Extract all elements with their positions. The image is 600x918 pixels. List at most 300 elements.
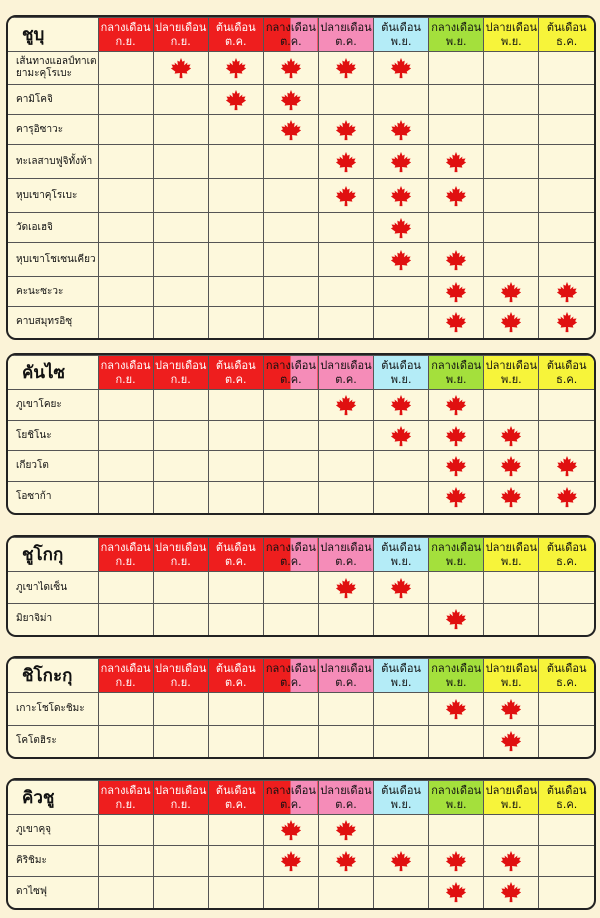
season-cell [429, 213, 484, 243]
foliage-table [8, 17, 594, 338]
maple-leaf-icon [445, 311, 467, 333]
month-abbr-label: ต.ค. [335, 34, 357, 48]
season-cell [98, 572, 153, 604]
season-cell [208, 604, 263, 635]
table-row [8, 390, 594, 421]
month-header [208, 781, 263, 815]
season-cell [429, 846, 484, 877]
season-cell [98, 145, 153, 179]
month-abbr-label: ก.ย. [115, 797, 136, 811]
maple-leaf-icon [556, 311, 578, 333]
season-cell [208, 145, 263, 179]
season-cell [263, 693, 318, 726]
month-abbr-label: ก.ย. [115, 554, 136, 568]
season-cell [318, 572, 373, 604]
month-header [539, 18, 594, 52]
season-cell [429, 85, 484, 115]
season-cell [484, 243, 539, 277]
season-cell [429, 604, 484, 635]
season-cell [98, 179, 153, 213]
month-header [318, 659, 373, 693]
month-abbr-label: ต.ค. [225, 675, 247, 689]
season-cell [539, 277, 594, 307]
season-cell [153, 115, 208, 145]
month-abbr-label: ก.ย. [170, 797, 191, 811]
month-abbr-label: พ.ย. [390, 34, 412, 48]
season-cell [153, 145, 208, 179]
month-period-label: ปลายเดือน [485, 540, 537, 554]
month-header [429, 356, 484, 390]
season-cell [374, 726, 429, 757]
maple-leaf-icon [445, 881, 467, 903]
month-period-label: กลางเดือน [100, 540, 151, 554]
month-header [98, 538, 153, 572]
region-table [6, 778, 596, 910]
month-period-label: ปลายเดือน [320, 783, 372, 797]
season-cell [98, 482, 153, 513]
season-cell [98, 877, 153, 908]
season-cell [484, 52, 539, 85]
month-period-label: ต้นเดือน [215, 783, 256, 797]
maple-leaf-icon [280, 89, 302, 111]
month-period-label: ต้นเดือน [546, 783, 587, 797]
season-cell [484, 482, 539, 513]
season-cell [539, 572, 594, 604]
maple-leaf-icon [500, 850, 522, 872]
month-abbr-label: ก.ย. [115, 675, 136, 689]
season-cell [318, 85, 373, 115]
maple-leaf-icon [445, 698, 467, 720]
maple-leaf-icon [390, 249, 412, 271]
season-cell [153, 52, 208, 85]
maple-leaf-icon [500, 455, 522, 477]
maple-leaf-icon [335, 577, 357, 599]
season-cell [484, 277, 539, 307]
season-cell [208, 85, 263, 115]
season-cell [484, 572, 539, 604]
maple-leaf-icon [500, 281, 522, 303]
maple-leaf-icon [225, 89, 247, 111]
spot-name: ทะเลสาบฟูจิทั้งห้า [8, 145, 98, 179]
season-cell [539, 693, 594, 726]
month-period-label: ปลายเดือน [154, 540, 207, 554]
month-header [318, 781, 373, 815]
season-cell [318, 307, 373, 338]
month-period-label: ปลายเดือน [154, 661, 207, 675]
table-row [8, 877, 594, 908]
maple-leaf-icon [335, 151, 357, 173]
month-abbr-label: ก.ย. [170, 372, 191, 386]
season-cell [429, 482, 484, 513]
season-cell [318, 815, 373, 846]
month-period-label: กลางเดือน [265, 783, 316, 797]
spot-name: วัดเอเฮจิ [8, 213, 98, 243]
month-header-row [8, 356, 594, 390]
season-cell [263, 815, 318, 846]
season-cell [263, 451, 318, 482]
season-cell [153, 421, 208, 451]
maple-leaf-icon [445, 185, 467, 207]
season-cell [484, 145, 539, 179]
maple-leaf-icon [390, 119, 412, 141]
season-cell [484, 85, 539, 115]
season-cell [318, 846, 373, 877]
season-cell [484, 451, 539, 482]
month-period-label: ปลายเดือน [320, 540, 372, 554]
month-period-label: กลางเดือน [265, 540, 316, 554]
month-period-label: ต้นเดือน [546, 358, 587, 372]
month-period-label: ปลายเดือน [320, 358, 372, 372]
maple-leaf-icon [445, 151, 467, 173]
month-abbr-label: ต.ค. [335, 797, 357, 811]
spot-name: คะนะซะวะ [8, 277, 98, 307]
maple-leaf-icon [556, 486, 578, 508]
table-row [8, 572, 594, 604]
month-period-label: ต้นเดือน [215, 661, 256, 675]
spot-name: เส้นทางแอลป์ทาเตยามะคุโรเบะ [8, 52, 98, 85]
season-cell [374, 213, 429, 243]
season-cell [374, 243, 429, 277]
maple-leaf-icon [500, 881, 522, 903]
month-header [429, 781, 484, 815]
maple-leaf-icon [500, 698, 522, 720]
month-header [153, 781, 208, 815]
season-cell [98, 277, 153, 307]
season-cell [263, 846, 318, 877]
season-cell [429, 179, 484, 213]
month-header [374, 659, 429, 693]
maple-leaf-icon [556, 455, 578, 477]
table-row [8, 115, 594, 145]
region-name: ชูบุ [8, 18, 98, 52]
season-cell [98, 390, 153, 421]
month-header [263, 781, 318, 815]
month-abbr-label: ต.ค. [280, 675, 302, 689]
month-period-label: ปลายเดือน [154, 358, 207, 372]
month-header [263, 538, 318, 572]
month-period-label: ปลายเดือน [320, 20, 372, 34]
season-cell [263, 145, 318, 179]
spot-name: โอซาก้า [8, 482, 98, 513]
maple-leaf-icon [556, 281, 578, 303]
season-cell [539, 179, 594, 213]
month-abbr-label: ธ.ค. [556, 675, 578, 689]
foliage-table [8, 658, 594, 757]
season-cell [374, 307, 429, 338]
season-cell [484, 421, 539, 451]
month-abbr-label: ต.ค. [280, 34, 302, 48]
season-cell [208, 726, 263, 757]
spot-name: คิริชิมะ [8, 846, 98, 877]
season-cell [98, 52, 153, 85]
month-abbr-label: พ.ย. [500, 34, 522, 48]
season-cell [539, 213, 594, 243]
season-cell [374, 572, 429, 604]
season-cell [98, 213, 153, 243]
month-abbr-label: พ.ย. [390, 675, 412, 689]
season-cell [539, 421, 594, 451]
month-period-label: ต้นเดือน [546, 20, 587, 34]
season-cell [484, 179, 539, 213]
maple-leaf-icon [390, 394, 412, 416]
season-cell [429, 307, 484, 338]
season-cell [484, 846, 539, 877]
month-abbr-label: ธ.ค. [556, 372, 578, 386]
season-cell [539, 390, 594, 421]
season-cell [539, 846, 594, 877]
month-header [484, 659, 539, 693]
table-row [8, 693, 594, 726]
season-cell [318, 451, 373, 482]
foliage-table [8, 537, 594, 635]
season-cell [98, 307, 153, 338]
month-period-label: ปลายเดือน [485, 661, 537, 675]
month-abbr-label: พ.ย. [500, 554, 522, 568]
month-header [429, 18, 484, 52]
month-period-label: ต้นเดือน [381, 358, 421, 372]
season-cell [429, 243, 484, 277]
table-row [8, 307, 594, 338]
maple-leaf-icon [280, 119, 302, 141]
month-period-label: ต้นเดือน [215, 358, 256, 372]
season-cell [539, 877, 594, 908]
season-cell [208, 877, 263, 908]
month-header [153, 18, 208, 52]
month-period-label: กลางเดือน [100, 661, 151, 675]
season-cell [263, 85, 318, 115]
season-cell [318, 693, 373, 726]
season-cell [98, 451, 153, 482]
spot-name: โยชิโนะ [8, 421, 98, 451]
month-abbr-label: ก.ย. [170, 34, 191, 48]
season-cell [318, 482, 373, 513]
season-cell [98, 421, 153, 451]
maple-leaf-icon [500, 425, 522, 447]
season-cell [429, 277, 484, 307]
month-period-label: ปลายเดือน [154, 783, 207, 797]
spot-name: เกียวโต [8, 451, 98, 482]
month-period-label: ต้นเดือน [215, 20, 256, 34]
spot-name: ภูเขาไดเซ็น [8, 572, 98, 604]
month-abbr-label: ต.ค. [225, 372, 247, 386]
maple-leaf-icon [280, 819, 302, 841]
table-row [8, 604, 594, 635]
season-cell [374, 179, 429, 213]
season-cell [484, 815, 539, 846]
season-cell [318, 243, 373, 277]
month-abbr-label: พ.ย. [500, 372, 522, 386]
month-abbr-label: ก.ย. [115, 372, 136, 386]
season-cell [539, 52, 594, 85]
month-period-label: กลางเดือน [100, 20, 151, 34]
season-cell [263, 726, 318, 757]
season-cell [429, 145, 484, 179]
table-row [8, 815, 594, 846]
season-cell [318, 179, 373, 213]
month-header [153, 659, 208, 693]
maple-leaf-icon [335, 185, 357, 207]
season-cell [98, 815, 153, 846]
month-period-label: กลางเดือน [265, 358, 316, 372]
maple-leaf-icon [500, 311, 522, 333]
region-table [6, 656, 596, 759]
season-cell [318, 115, 373, 145]
season-cell [208, 451, 263, 482]
month-abbr-label: ก.ย. [170, 675, 191, 689]
season-cell [318, 877, 373, 908]
season-cell [318, 213, 373, 243]
season-cell [153, 815, 208, 846]
season-cell [153, 179, 208, 213]
season-cell [429, 390, 484, 421]
season-cell [374, 277, 429, 307]
season-cell [263, 390, 318, 421]
season-cell [374, 145, 429, 179]
month-header [153, 356, 208, 390]
season-cell [429, 726, 484, 757]
region-name: ชูโกกุ [8, 538, 98, 572]
month-header [484, 356, 539, 390]
month-abbr-label: พ.ย. [390, 797, 412, 811]
season-cell [429, 815, 484, 846]
spot-name: ภูเขาโคยะ [8, 390, 98, 421]
season-cell [374, 604, 429, 635]
month-abbr-label: ธ.ค. [556, 34, 578, 48]
table-row [8, 451, 594, 482]
maple-leaf-icon [445, 249, 467, 271]
month-period-label: ต้นเดือน [381, 540, 421, 554]
season-cell [429, 115, 484, 145]
table-row [8, 846, 594, 877]
maple-leaf-icon [335, 57, 357, 79]
month-abbr-label: ต.ค. [335, 372, 357, 386]
region-name: คิวชู [8, 781, 98, 815]
season-cell [263, 277, 318, 307]
season-cell [318, 726, 373, 757]
season-cell [539, 604, 594, 635]
season-cell [153, 877, 208, 908]
month-header [208, 538, 263, 572]
season-cell [208, 482, 263, 513]
month-header [318, 538, 373, 572]
month-period-label: ปลายเดือน [485, 783, 537, 797]
spot-name: คารุอิซาวะ [8, 115, 98, 145]
month-period-label: ปลายเดือน [485, 20, 537, 34]
season-cell [98, 693, 153, 726]
month-header [98, 356, 153, 390]
maple-leaf-icon [445, 281, 467, 303]
season-cell [374, 815, 429, 846]
maple-leaf-icon [445, 608, 467, 630]
season-cell [153, 213, 208, 243]
month-period-label: ต้นเดือน [381, 661, 421, 675]
month-abbr-label: พ.ย. [390, 554, 412, 568]
maple-leaf-icon [390, 217, 412, 239]
region-table [6, 15, 596, 340]
month-header [263, 18, 318, 52]
table-row [8, 213, 594, 243]
season-cell [153, 604, 208, 635]
season-cell [374, 52, 429, 85]
region-name: ชิโกะกุ [8, 659, 98, 693]
month-abbr-label: ต.ค. [280, 554, 302, 568]
season-cell [263, 604, 318, 635]
month-abbr-label: ต.ค. [335, 554, 357, 568]
season-cell [484, 390, 539, 421]
month-period-label: กลางเดือน [431, 783, 482, 797]
month-header [484, 538, 539, 572]
season-cell [429, 693, 484, 726]
season-cell [153, 85, 208, 115]
spot-name: หุบเขาคุโรเบะ [8, 179, 98, 213]
season-cell [539, 243, 594, 277]
month-header [374, 18, 429, 52]
month-abbr-label: ก.ย. [170, 554, 191, 568]
maple-leaf-icon [390, 850, 412, 872]
month-header [429, 659, 484, 693]
season-cell [374, 85, 429, 115]
season-cell [318, 277, 373, 307]
month-header [208, 356, 263, 390]
table-row [8, 145, 594, 179]
month-header [539, 659, 594, 693]
month-header [318, 18, 373, 52]
maple-leaf-icon [170, 57, 192, 79]
season-cell [208, 846, 263, 877]
season-cell [539, 815, 594, 846]
season-cell [98, 726, 153, 757]
season-cell [429, 421, 484, 451]
spot-name: มิยาจิม่า [8, 604, 98, 635]
month-abbr-label: พ.ย. [445, 372, 467, 386]
season-cell [263, 421, 318, 451]
month-period-label: ปลายเดือน [154, 20, 207, 34]
season-cell [208, 693, 263, 726]
season-cell [208, 179, 263, 213]
season-cell [429, 52, 484, 85]
month-header-row [8, 781, 594, 815]
maple-leaf-icon [445, 425, 467, 447]
table-row [8, 52, 594, 85]
table-row [8, 179, 594, 213]
maple-leaf-icon [445, 486, 467, 508]
month-header-row [8, 659, 594, 693]
maple-leaf-icon [280, 57, 302, 79]
maple-leaf-icon [390, 185, 412, 207]
table-row [8, 85, 594, 115]
month-abbr-label: พ.ย. [445, 554, 467, 568]
season-cell [318, 421, 373, 451]
table-row [8, 482, 594, 513]
month-period-label: กลางเดือน [265, 661, 316, 675]
month-period-label: ต้นเดือน [215, 540, 256, 554]
season-cell [153, 693, 208, 726]
season-cell [153, 307, 208, 338]
season-cell [98, 846, 153, 877]
season-cell [484, 693, 539, 726]
season-cell [208, 115, 263, 145]
month-abbr-label: ก.ย. [115, 34, 136, 48]
season-cell [263, 179, 318, 213]
maple-leaf-icon [335, 819, 357, 841]
spot-name: โคโตฮิระ [8, 726, 98, 757]
season-cell [153, 572, 208, 604]
season-cell [208, 277, 263, 307]
month-period-label: กลางเดือน [100, 358, 151, 372]
season-cell [539, 115, 594, 145]
season-cell [374, 390, 429, 421]
month-period-label: กลางเดือน [431, 358, 482, 372]
